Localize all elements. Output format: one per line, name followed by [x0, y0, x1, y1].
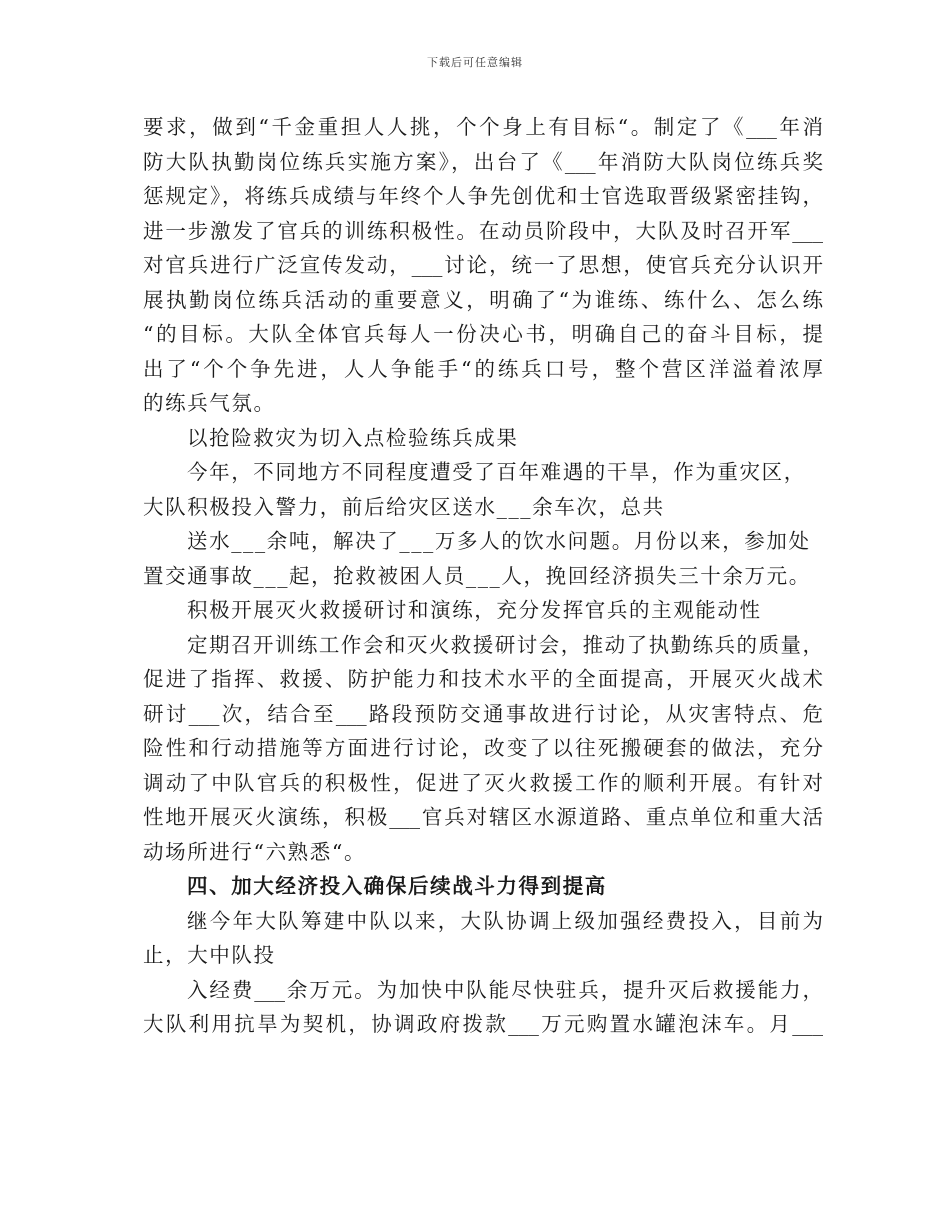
text-line: 性地开展灭火演练，积极___官兵对辖区水源道路、重点单位和重大活 — [143, 805, 823, 829]
text-line: 进一步激发了官兵的训练积极性。在动员阶段中，大队及时召开军___ — [143, 218, 823, 243]
text-line: 防大队执勤岗位练兵实施方案》，出台了《___年消防大队岗位练兵奖 — [143, 149, 823, 174]
text-line: 送水___余吨，解决了___万多人的饮水问题。月份以来，参加处 — [187, 529, 811, 553]
text-line: 今年，不同地方不同程度遭受了百年难遇的干旱，作为重灾区， — [187, 460, 806, 484]
document-body — [143, 110, 823, 1042]
text-line: 调动了中队官兵的积极性，促进了灭火救援工作的顺利开展。有针对 — [143, 770, 823, 795]
text-line: 大队利用抗旱为契机，协调政府拨款___万元购置水罐泡沫车。月___ — [143, 1012, 823, 1036]
text-line: 惩规定》，将练兵成绩与年终个人争先创优和士官选取晋级紧密挂钩， — [143, 184, 823, 208]
text-line: 动场所进行“六熟悉“。 — [143, 839, 367, 864]
text-line: 定期召开训练工作会和灭火救援研讨会，推动了执勤练兵的质量， — [187, 632, 823, 657]
text-line: 要求，做到“千金重担人人挑，个个身上有目标“。制定了《___年消 — [143, 115, 823, 139]
text-line: 大队积极投入警力，前后给灾区送水___余车次，总共 — [143, 494, 665, 519]
section-subheading: 以抢险救灾为切入点检验练兵成果 — [187, 425, 519, 450]
text-line: 入经费___余万元。为加快中队能尽快驻兵，提升灭后救援能力， — [187, 977, 823, 1002]
text-line: 止，大中队投 — [143, 943, 276, 967]
section-subheading: 积极开展灭火救援研讨和演练，充分发挥官兵的主观能动性 — [187, 598, 762, 622]
page-header: 下载后可任意编辑 — [427, 56, 523, 69]
section-heading: 四、加大经济投入确保后续战斗力得到提高 — [187, 874, 607, 898]
text-line: 促进了指挥、救援、防护能力和技术水平的全面提高，开展灭火战术 — [143, 667, 823, 691]
text-line: 险性和行动措施等方面进行讨论，改变了以往死搬硬套的做法，充分 — [143, 736, 823, 760]
text-line: 的练兵气氛。 — [143, 391, 276, 415]
text-line: “的目标。大队全体官兵每人一份决心书，明确自己的奋斗目标，提 — [143, 322, 823, 346]
text-line: 研讨___次，结合至___路段预防交通事故进行讨论，从灾害特点、危 — [143, 701, 823, 726]
text-line: 置交通事故___起，抢救被困人员___人，挽回经济损失三十余万元。 — [143, 563, 811, 588]
text-line: 出了“个个争先进，人人争能手“的练兵口号，整个营区洋溢着浓厚 — [143, 356, 823, 381]
text-line: 对官兵进行广泛宣传发动，___讨论，统一了思想，使官兵充分认识开 — [143, 253, 823, 277]
text-line: 继今年大队筹建中队以来，大队协调上级加强经费投入，目前为 — [187, 908, 823, 933]
text-line: 展执勤岗位练兵活动的重要意义，明确了“为谁练、练什么、怎么练 — [143, 287, 823, 312]
